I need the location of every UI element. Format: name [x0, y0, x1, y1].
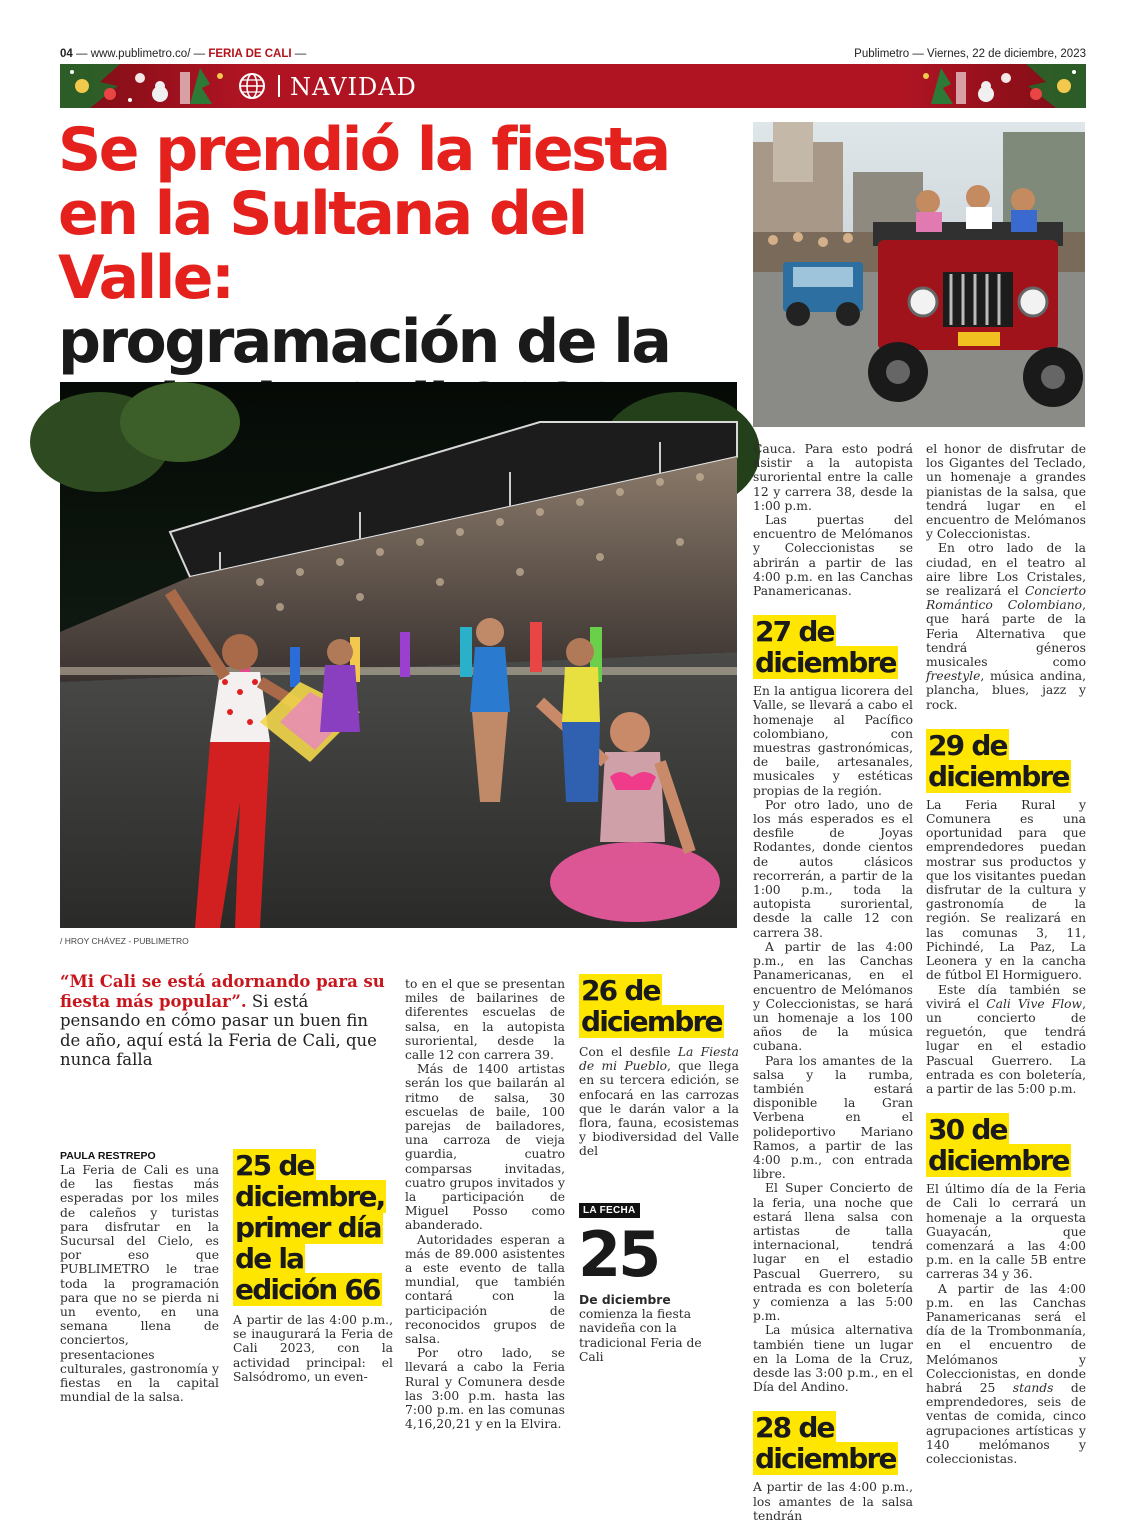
col3-paragraph-3: Autoridades esperan a más de 89.000 asistentes a este evento de talla mundial, que también contará con la participación de reconocidos grupos de salsa.: [405, 1232, 565, 1347]
article-column-5: [753, 442, 913, 1523]
col4-paragraph-1: Con el desfile La Fiesta de mi Pueblo, que llega en su tercera edición, se enfocará en las carrozas que le darán valor a la flora, fauna, ecosistemas y biodiversidad del Valle del: [579, 1045, 740, 1159]
heading-26-diciembre: 26 de diciembre: [581, 974, 722, 1038]
heading-30-diciembre: 30 de diciembre: [928, 1113, 1069, 1178]
col6-paragraph-4: Este día también se vivirá el Cali Vive Flow, un concierto de reguetón, que tendrá lugar en el estadio Pascual Guerrero. La entrada es con boletería, a partir de las 5:00 p.m.: [926, 982, 1086, 1096]
photo-credit: / HROY CHÁVEZ - PUBLIMETRO: [60, 936, 189, 946]
la-fecha-text: De diciembre comienza la fiesta navideña con la tradicional Feria de Cali: [579, 1293, 702, 1364]
col5-paragraph-7: El Super Concierto de la feria, una noche que estará llena salsa con artistas de talla internacional, tendrá lugar en el estadio Pascual Guerrero, su entrada es con boletería y comienza a las 5:00 p.m.: [753, 1181, 913, 1324]
site-url[interactable]: — www.publimetro.co/ —: [76, 48, 206, 60]
headline-line-2: en la Sultana del Valle:: [58, 179, 586, 313]
article-column-1: [60, 1163, 219, 1404]
headline-line-1: Se prendió la fiesta: [58, 115, 669, 185]
lead-text: Si está pensando en cómo pasar un buen fin de año, aquí está la Feria de Cali, que nunca falla: [60, 991, 377, 1069]
article-column-4: [579, 975, 739, 1159]
col6-paragraph-2: En otro lado de la ciudad, en el teatro al aire libre Los Cristales, se realizará el Concierto Romántico Colombiano, que hará parte de la Feria Alternativa que tendrá géneros musicales como freestyle, música andina, plancha, blues, jazz y rock.: [926, 541, 1086, 712]
headline-line-3: programación de la: [58, 307, 670, 377]
edition-date: Publimetro — Viernes, 22 de diciembre, 2023: [854, 48, 1086, 60]
la-fecha-number: 25: [578, 1218, 659, 1291]
col3-paragraph-4: Por otro lado, se llevará a cabo la Feria Rural y Comunera desde las 3:00 p.m. hasta las 7:00 p.m. en las comunas 4,16,20,21 y en la Elvira.: [405, 1346, 565, 1432]
col5-paragraph-1: Cauca. Para esto podrá asistir a la autopista suroriental entre la calle 12 y carrera 38, desde la 1:00 p.m.: [753, 442, 913, 513]
main-photo-salsodromo: [60, 382, 737, 928]
col5-paragraph-8: La música alternativa también tiene un lugar en la Loma de la Cruz, desde las 3:00 p.m., en el Día del Andino.: [753, 1323, 913, 1395]
col6-paragraph-5: El último día de la Feria de Cali lo cerrará un homenaje a la orquesta Guayacán, que comenzará a las 4:00 p.m. en la calle 5B entre carreras 34 y 36.: [926, 1182, 1086, 1282]
dancers-photo-illustration: [60, 382, 737, 928]
col3-paragraph-2: Más de 1400 artistas serán los que bailarán al ritmo de salsa, 30 escuelas de baile, 100 parejas de bailadores, una carroza de vieja guardia, cuatro comparsas invitadas, cuatro grupos invitados y la participación de Miguel Posso como abanderado.: [405, 1062, 565, 1233]
article-column-6: [926, 442, 1086, 1466]
article-lead: [60, 972, 388, 1070]
heading-29-diciembre: 29 de diciembre: [928, 728, 1069, 793]
col6-paragraph-1: el honor de disfrutar de los Gigantes del Teclado, un homenaje a grandes pianistas de la salsa, que tendrá lugar en el encuentro de Melómanos y Coleccionistas.: [926, 442, 1086, 542]
col5-paragraph-4: Por otro lado, uno de los más esperados es el desfile de Joyas Rodantes, donde cientos de autos clásicos recorrerán, a partir de la 1:00 p.m., toda la autopista suroriental, desde la calle 12 con carrera 38.: [753, 797, 913, 940]
lead-quote: “Mi Cali se está adornando para su fiesta más popular”.: [60, 972, 385, 1011]
jeep-photo-illustration: [753, 122, 1085, 427]
banner-label: NAVIDAD: [290, 73, 417, 101]
col1-paragraph-1: La Feria de Cali es una de las fiestas más esperadas por los miles de caleños y turistas para disfrutar en la Sucursal del Cielo, es por eso que PUBLIMETRO le trae toda la programación para que no se pierda ni un evento, en una semana llena de conciertos, presentaciones culturales, gastronomía y fiestas en la capital mundial de la salsa.: [60, 1163, 219, 1405]
author-byline: PAULA RESTREPO: [60, 1150, 156, 1162]
page-header: [60, 48, 1086, 64]
section-banner: [60, 64, 1086, 108]
col6-paragraph-3: La Feria Rural y Comunera es una oportunidad para que emprendedores puedan mostrar sus productos y que los visitantes puedan disfrutar de la cultura y gastronomía de la región. Se realizará en las comunas 3, 11, Pichindé, La Paz, La Leonera y en la cancha de fútbol El Hormiguero.: [926, 797, 1086, 983]
heading-25-diciembre: 25 de diciembre, primer día de la edición 66: [235, 1149, 385, 1306]
heading-27-diciembre: 27 de diciembre: [755, 615, 896, 680]
col5-paragraph-9: A partir de las 4:00 p.m., los amantes de la salsa tendrán: [753, 1480, 913, 1523]
la-fecha-label: LA FECHA: [579, 1203, 640, 1218]
col5-paragraph-6: Para los amantes de la salsa y la rumba, también estará disponible la Gran Verbena en el polideportivo Mariano Ramos, a partir de las 4:00 p.m., con entrada libre.: [753, 1053, 913, 1182]
col2-paragraph-1: A partir de las 4:00 p.m., se inaugurará la Feria de Cali 2023, con la actividad principal: el Salsódromo, un even-: [233, 1313, 393, 1384]
section-suffix: —: [294, 48, 307, 60]
christmas-decoration-left-icon: [60, 64, 230, 108]
section-name: FERIA DE CALI: [208, 48, 292, 60]
globe-icon: [238, 72, 266, 100]
col5-paragraph-2: Las puertas del encuentro de Melómanos y Coleccionistas se abrirán a partir de las 4:00 p.m. en las Canchas Panamericanas.: [753, 513, 913, 599]
page-number: 04: [60, 48, 73, 60]
jeep-parade-photo: [753, 122, 1085, 427]
banner-divider: [278, 75, 280, 97]
col6-paragraph-6: A partir de las 4:00 p.m. en las Canchas Panamericanas será el día de la Trombonmanía, en el encuentro de Melómanos y Coleccionistas, en donde habrá 25 stands de emprendedores, seis de ventas de comida, cinco agrupaciones artísticas y 140 melómanos y coleccionistas.: [926, 1281, 1086, 1466]
col3-paragraph-1: to en el que se presentan miles de bailarines de diferentes escuelas de salsa, en la autopista suroriental, desde la calle 12 con carrera 39.: [405, 977, 565, 1063]
col5-paragraph-3: En la antigua licorera del Valle, se llevará a cabo el homenaje al Pacífico colombiano, con muestras gastronómicas, de baile, artesanales, musicales y estéticas propias de la región.: [753, 684, 913, 798]
heading-28-diciembre: 28 de diciembre: [755, 1411, 896, 1476]
col5-paragraph-5: A partir de las 4:00 p.m., en las Canchas Panamericanas, en el encuentro de Melómanos y Coleccionistas, se hará un homenaje a los 100 años de la música cubana.: [753, 939, 913, 1054]
christmas-decoration-right-icon: [916, 64, 1086, 108]
article-column-3: [405, 977, 565, 1432]
article-column-2: [233, 1150, 393, 1384]
